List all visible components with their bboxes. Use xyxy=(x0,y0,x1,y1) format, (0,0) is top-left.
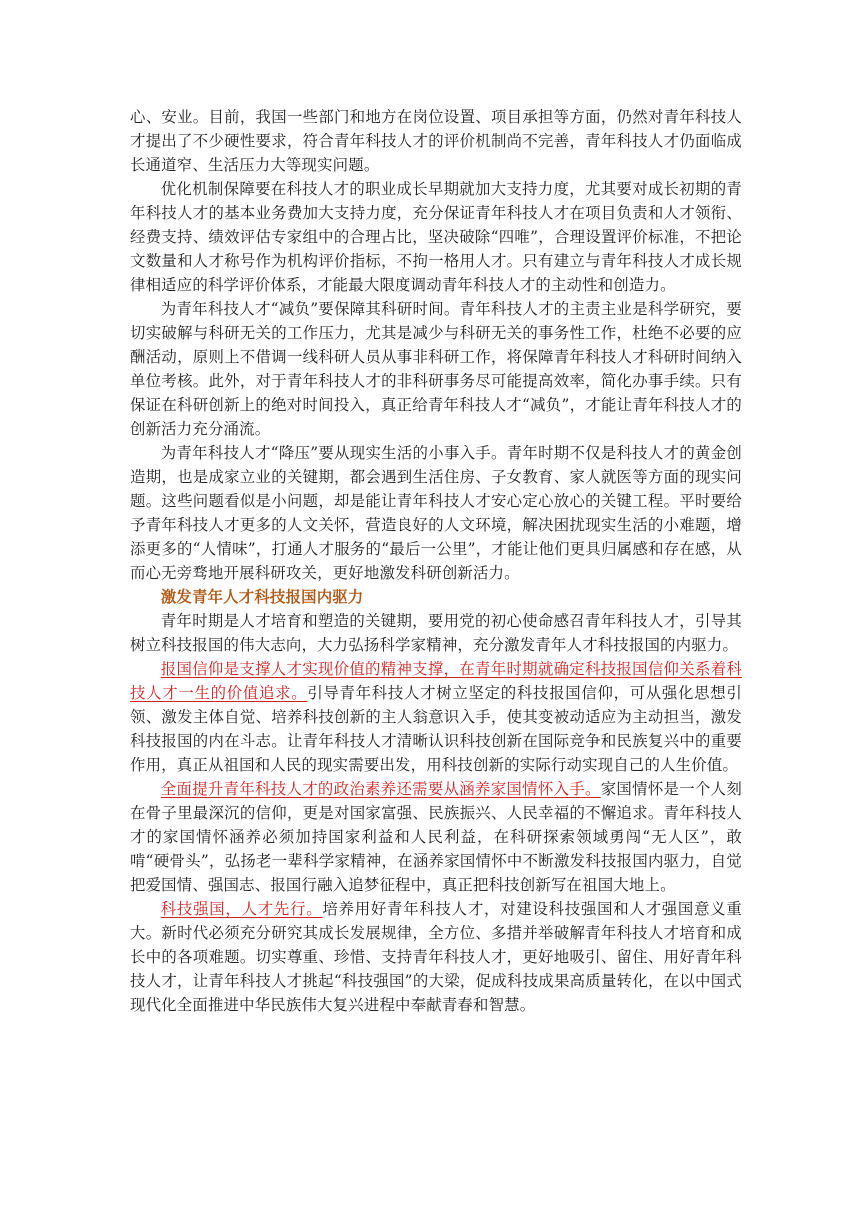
paragraph-5: 青年时期是人才培育和塑造的关键期，要用党的初心使命感召青年科技人才，引导其树立科技报国的伟大志向，大力弘扬科学家精神，充分激发青年人才科技报国的内驱力。 xyxy=(130,612,742,654)
paragraph-text: 培养用好青年科技人才，对建设科技强国和人才强国意义重大。新时代必须充分研究其成长发展规律，全方位、多措并举破解青年科技人才培育和成长中的各项难题。切实尊重、珍惜、支持青年科技人才，更好地吸引、留住、用好青年科技人才，让青年科技人才挑起“科技强国”的大梁，促成科技成果高质量转化，在以中国式现代化全面推进中华民族伟大复兴进程中奉献青春和智慧。 xyxy=(130,900,742,1014)
paragraph-1: 心、安业。目前，我国一些部门和地方在岗位设置、项目承担等方面，仍然对青年科技人才提出了不少硬性要求，符合青年科技人才的评价机制尚不完善，青年科技人才仍面临成长通道窄、生活压力大等现实问题。 xyxy=(130,108,742,174)
paragraph-8 xyxy=(130,897,742,1017)
paragraph-text: 引导青年科技人才树立坚定的科技报国信仰，可从强化思想引领、激发主体自觉、培养科技创新的主人翁意识入手，使其变被动适应为主动担当，激发科技报国的内在斗志。让青年科技人才清晰认识科技创新在国际竞争和民族复兴中的重要作用，真正从祖国和人民的现实需要出发，用科技创新的实际行动实现自己的人生价值。 xyxy=(130,684,742,774)
paragraph-2: 优化机制保障要在科技人才的职业成长早期就加大支持力度，尤其要对成长初期的青年科技人才的基本业务费加大支持力度，充分保证青年科技人才在项目负责和人才领衔、经费支持、绩效评估专家组中的合理占比，坚决破除“四唯”，合理设置评价标准，不把论文数量和人才称号作为机构评价指标，不拘一格用人才。只有建立与青年科技人才成长规律相适应的科学评价体系，才能最大限度调动青年科技人才的主动性和创造力。 xyxy=(130,180,742,294)
section-heading: 激发青年人才科技报国内驱力 xyxy=(160,588,364,606)
paragraph-text: 家国情怀是一个人刻在骨子里最深沉的信仰，更是对国家富强、民族振兴、人民幸福的不懈追求。青年科技人才的家国情怀涵养必须加持国家利益和人民利益，在科研探索领域勇闯“无人区”，敢啃“硬骨头”，弘扬老一辈科学家精神，在涵养家国情怀中不断激发科技报国内驱力，自觉把爱国情、强国志、报国行融入追梦征程中，真正把科技创新写在祖国大地上。 xyxy=(130,780,742,894)
highlighted-sentence: 科技强国，人才先行。 xyxy=(160,900,323,918)
paragraph-4: 为青年科技人才“降压”要从现实生活的小事入手。青年时期不仅是科技人才的黄金创造期，也是成家立业的关键期，都会遇到生活住房、子女教育、家人就医等方面的现实问题。这些问题看似是小问题，却是能让青年科技人才安心定心放心的关键工程。平时要给予青年科技人才更多的人文关怀，营造良好的人文环境，解决困扰现实生活的小难题，增添更多的“人情味”，打通人才服务的“最后一公里”，才能让他们更具归属感和存在感，从而心无旁骛地开展科研攻关，更好地激发科研创新活力。 xyxy=(130,444,742,582)
highlighted-sentence: 全面提升青年科技人才的政治素养还需要从涵养家国情怀入手。 xyxy=(160,780,601,798)
paragraph-6 xyxy=(130,657,742,777)
paragraph-7 xyxy=(130,777,742,897)
document-body xyxy=(130,105,742,1017)
highlighted-sentence: 报国信仰是支撑人才实现价值的精神支撑，在青年时期就确定科技报国信仰关系着科技人才一生的价值追求。 xyxy=(130,660,742,702)
paragraph-3: 为青年科技人才“减负”要保障其科研时间。青年科技人才的主责主业是科学研究，要切实破解与科研无关的工作压力，尤其是减少与科研无关的事务性工作，杜绝不必要的应酬活动，原则上不借调一线科研人员从事非科研工作，将保障青年科技人才科研时间纳入单位考核。此外，对于青年科技人才的非科研事务尽可能提高效率，简化办事手续。只有保证在科研创新上的绝对时间投入，真正给青年科技人才“减负”，才能让青年科技人才的创新活力充分涌流。 xyxy=(130,300,742,438)
